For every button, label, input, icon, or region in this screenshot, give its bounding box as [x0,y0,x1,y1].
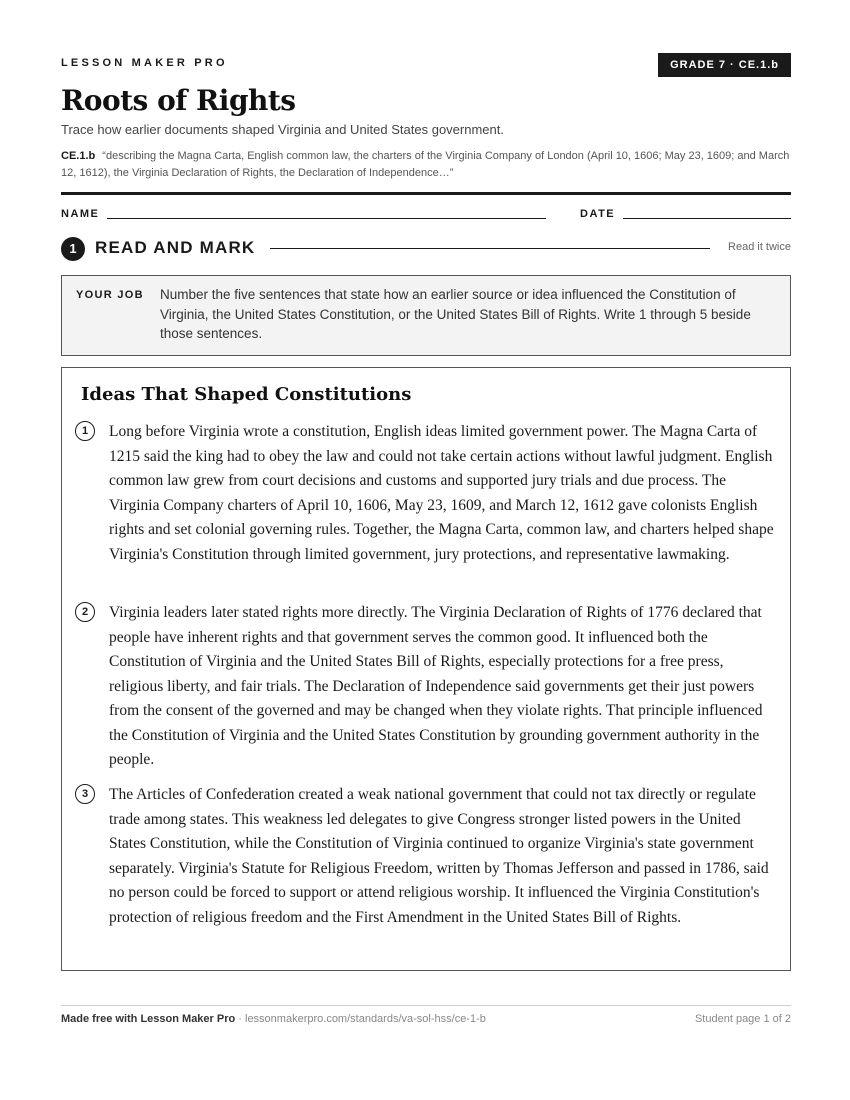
your-job-text: Number the five sentences that state how an earlier source or idea influenced the Constitution of Virginia, the United States Constitution, or the United States Bill of Rights. Write 1 through 5 beside those sentences. [160,287,751,341]
footer-page-number: Student page 1 of 2 [694,1013,791,1025]
standard-code: CE.1.b [61,150,96,162]
section-rule [270,248,710,249]
footer-separator: · [235,1013,245,1025]
name-date-row [61,208,791,222]
date-field[interactable] [623,218,791,219]
paragraph-number-1: 1 [75,421,95,441]
paragraph-text-1[interactable]: Long before Virginia wrote a constitution, English ideas limited government power. The Magna Carta of 1215 said the king had to obey the law and could not take certain actions without lawful judgment. English common law grew from court decisions and customs and supported jury trials and due process. The Virginia Company charters of April 10, 1606, May 23, 1609, and March 12, 1612 gave colonists English rights and set colonial governing rules. Together, the Magna Carta, common law, and charters helped shape Virginia's Constitution through limited government, jury protections, and representative lawmaking. [109,423,774,563]
footer-url[interactable]: lessonmakerpro.com/standards/va-sol-hss/ce-1-b [245,1013,486,1025]
date-label: DATE [580,208,616,220]
your-job-label: YOUR JOB [76,289,144,301]
your-job-box [61,275,791,356]
page-subtitle: Trace how earlier documents shaped Virginia and United States government. [61,122,504,137]
name-field[interactable] [107,218,546,219]
paragraph-number-3: 3 [75,784,95,804]
header-divider [61,192,791,195]
standard-description [61,148,791,182]
paragraph-text-2[interactable]: Virginia leaders later stated rights more directly. The Virginia Declaration of Rights of 1776 declared that people have inherent rights and that government serves the common good. It influenced both the Constitution of Virginia and the United States Bill of Rights, especially protections for a free press, religious liberty, and fair trials. The Declaration of Independence said governments get their just powers from the consent of the governed and may be changed when they violate rights. That principle influenced the Constitution of Virginia and the United States Constitution by grounding government authority in the people. [109,604,763,768]
section-title: READ AND MARK [95,238,256,257]
grade-badge: GRADE 7 · CE.1.b [658,53,791,77]
section-number-badge: 1 [61,237,85,261]
section-note: Read it twice [728,241,791,253]
paragraph-text-3[interactable]: The Articles of Confederation created a weak national government that could not tax directly or regulate trade among states. This weakness led delegates to give Congress stronger listed powers in the United States Constitution, while the Constitution of Virginia continued to organize Virginia's state government separately. Virginia's Statute for Religious Freedom, written by Thomas Jefferson and passed in 1786, said no person could be forced to support or attend religious worship. It influenced the Virginia Constitution's protection of religious freedom and the First Amendment in the United States Bill of Rights. [109,786,769,926]
page-title: Roots of Rights [61,84,296,117]
footer-divider [61,1005,791,1006]
reading-title: Ideas That Shaped Constitutions [81,384,412,405]
standard-text: “describing the Magna Carta, English common law, the charters of the Virginia Company of London (April 10, 1606; May 23, 1609; and March 12, 1612), the Virginia Declaration of Rights, the Declaration of Independence…” [61,150,790,179]
reading-passage [61,367,791,971]
brand-name: LESSON MAKER PRO [61,57,228,69]
footer-credit [61,1013,486,1025]
name-label: NAME [61,208,100,220]
section-header [61,237,791,261]
paragraph-number-2: 2 [75,602,95,622]
footer-made-with: Made free with Lesson Maker Pro [61,1013,236,1025]
